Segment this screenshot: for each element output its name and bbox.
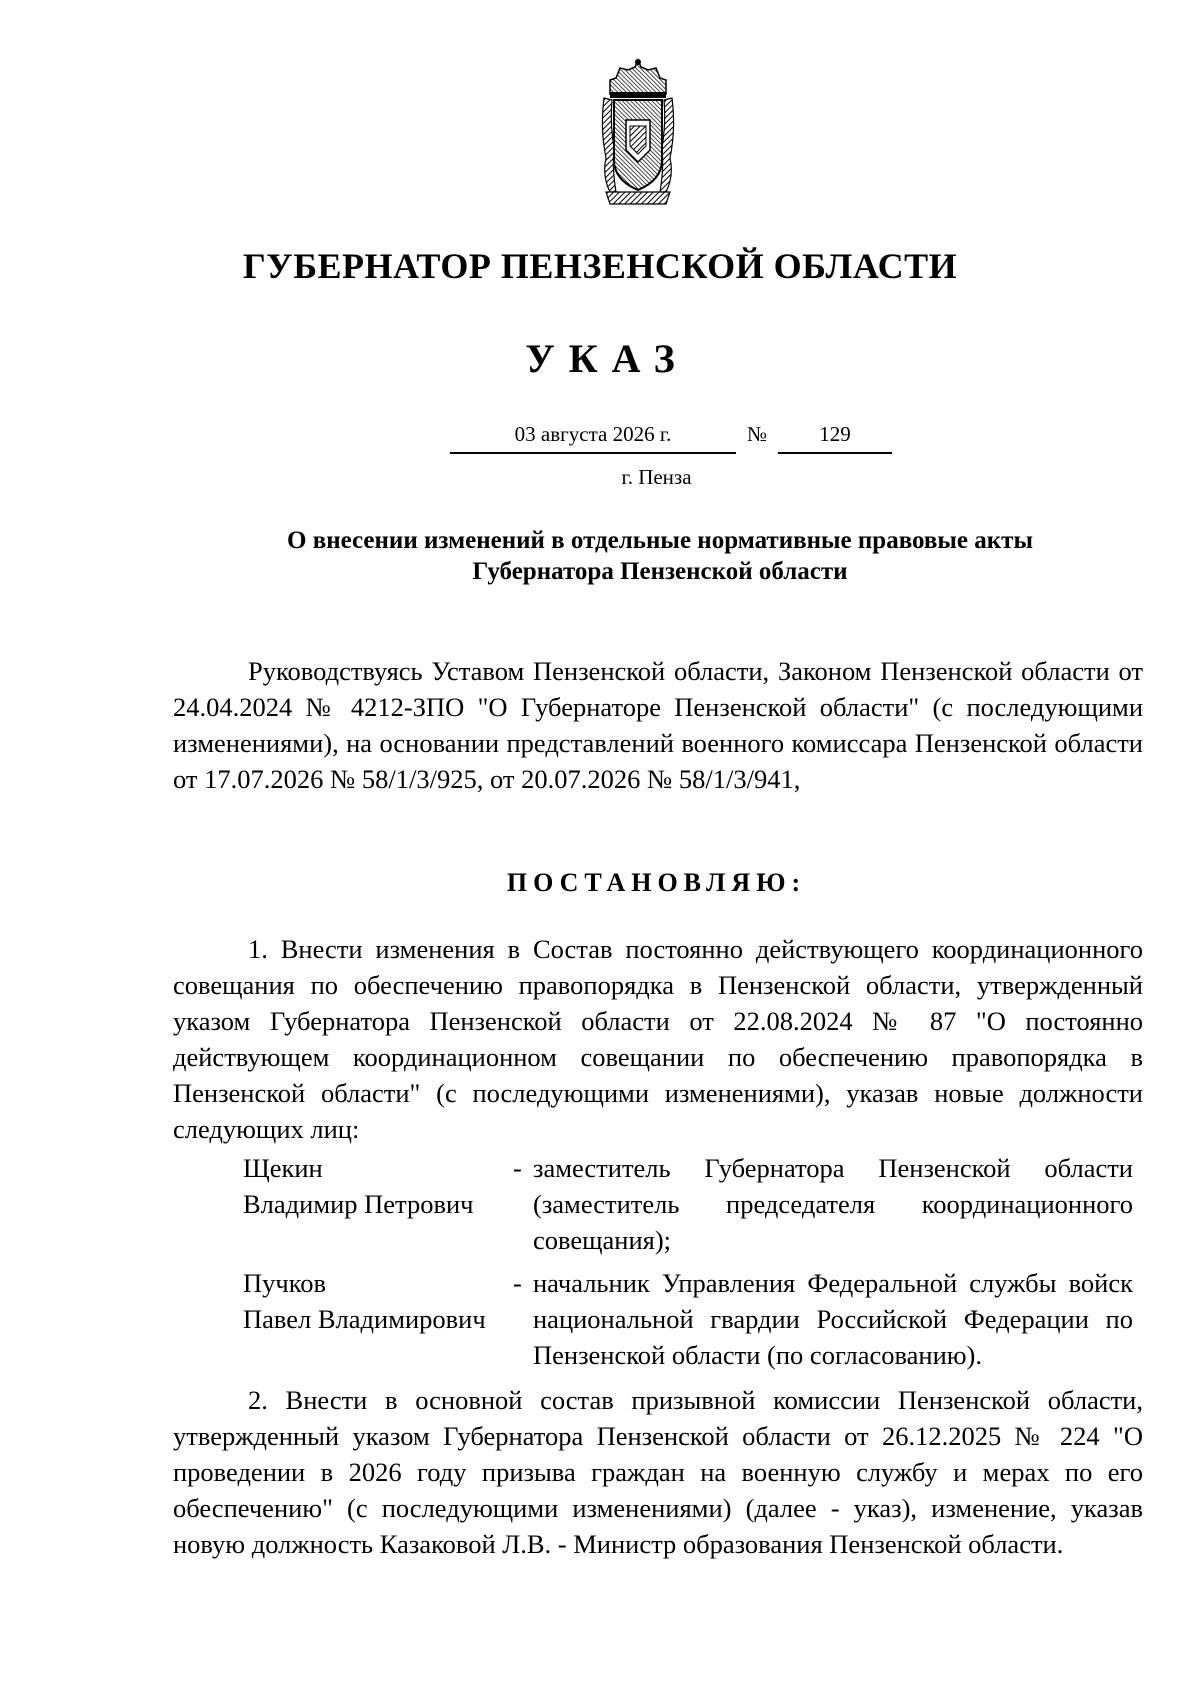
issuing-authority: ГУБЕРНАТОР ПЕНЗЕНСКОЙ ОБЛАСТИ	[242, 246, 958, 286]
person-position: начальник Управления Федеральной службы войск национальной гвардии Российской Федерации по Пензенской области (по согласованию).	[533, 1268, 1133, 1370]
document-type: УКАЗ	[525, 336, 689, 381]
title-line: Губернатора Пензенской области	[472, 558, 848, 585]
person-surname: Пучков	[243, 1268, 327, 1298]
item-1-paragraph: 1. Внести изменения в Состав постоянно действующего координационного совещания по обеспечению правопорядка в Пензенской области, утвержденный указом Губернатора Пензенской области от 22.08.2024 № 87 "О постоянно действующем координационном совещании по обеспечению правопорядка в Пензенской области" (с последующими изменениями), указав новые должности следующих лиц:	[173, 934, 1143, 1144]
person-position: заместитель Губернатора Пензенской области (заместитель председателя координационного совещания);	[533, 1153, 1133, 1255]
document-number: 129	[778, 422, 892, 454]
person-entry	[243, 1150, 1143, 1258]
person-dash: -	[513, 1268, 522, 1298]
person-surname: Щекин	[243, 1153, 323, 1183]
title-line: О внесении изменений в отдельные нормативные правовые акты	[287, 527, 1033, 554]
person-name	[243, 1150, 513, 1258]
persons-list	[243, 1150, 1143, 1380]
person-given-names: Владимир Петрович	[243, 1189, 474, 1219]
coat-of-arms-emblem	[600, 58, 676, 206]
decree-heading: ПОСТАНОВЛЯЮ:	[506, 868, 807, 897]
person-dash: -	[513, 1153, 522, 1183]
document-city: г. Пенза	[621, 465, 692, 489]
basis-paragraph: Руководствуясь Уставом Пензенской области, Законом Пензенской области от 24.04.2024 № 4212-ЗПО "О Губернаторе Пензенской области" (с последующими изменениями), на основании представлений военного комиссара Пензенской области от 17.07.2026 № 58/1/3/925, от 20.07.2026 № 58/1/3/941,	[173, 656, 1143, 794]
person-entry	[243, 1265, 1143, 1373]
person-given-names: Павел Владимирович	[243, 1304, 486, 1334]
person-name	[243, 1265, 513, 1373]
document-title	[220, 525, 1100, 587]
number-sign: №	[746, 422, 768, 446]
item-2-paragraph: 2. Внести в основной состав призывной комиссии Пензенской области, утвержденный указом Губернатора Пензенской области от 26.12.2025 № 224 "О проведении в 2026 году призыва граждан на военную службу и мерах по его обеспечению" (с последующими изменениями) (далее - указ), изменение, указав новую должность Казаковой Л.В. - Министр образования Пензенской области.	[173, 1385, 1143, 1559]
document-date: 03 августа 2026 г.	[450, 422, 736, 454]
